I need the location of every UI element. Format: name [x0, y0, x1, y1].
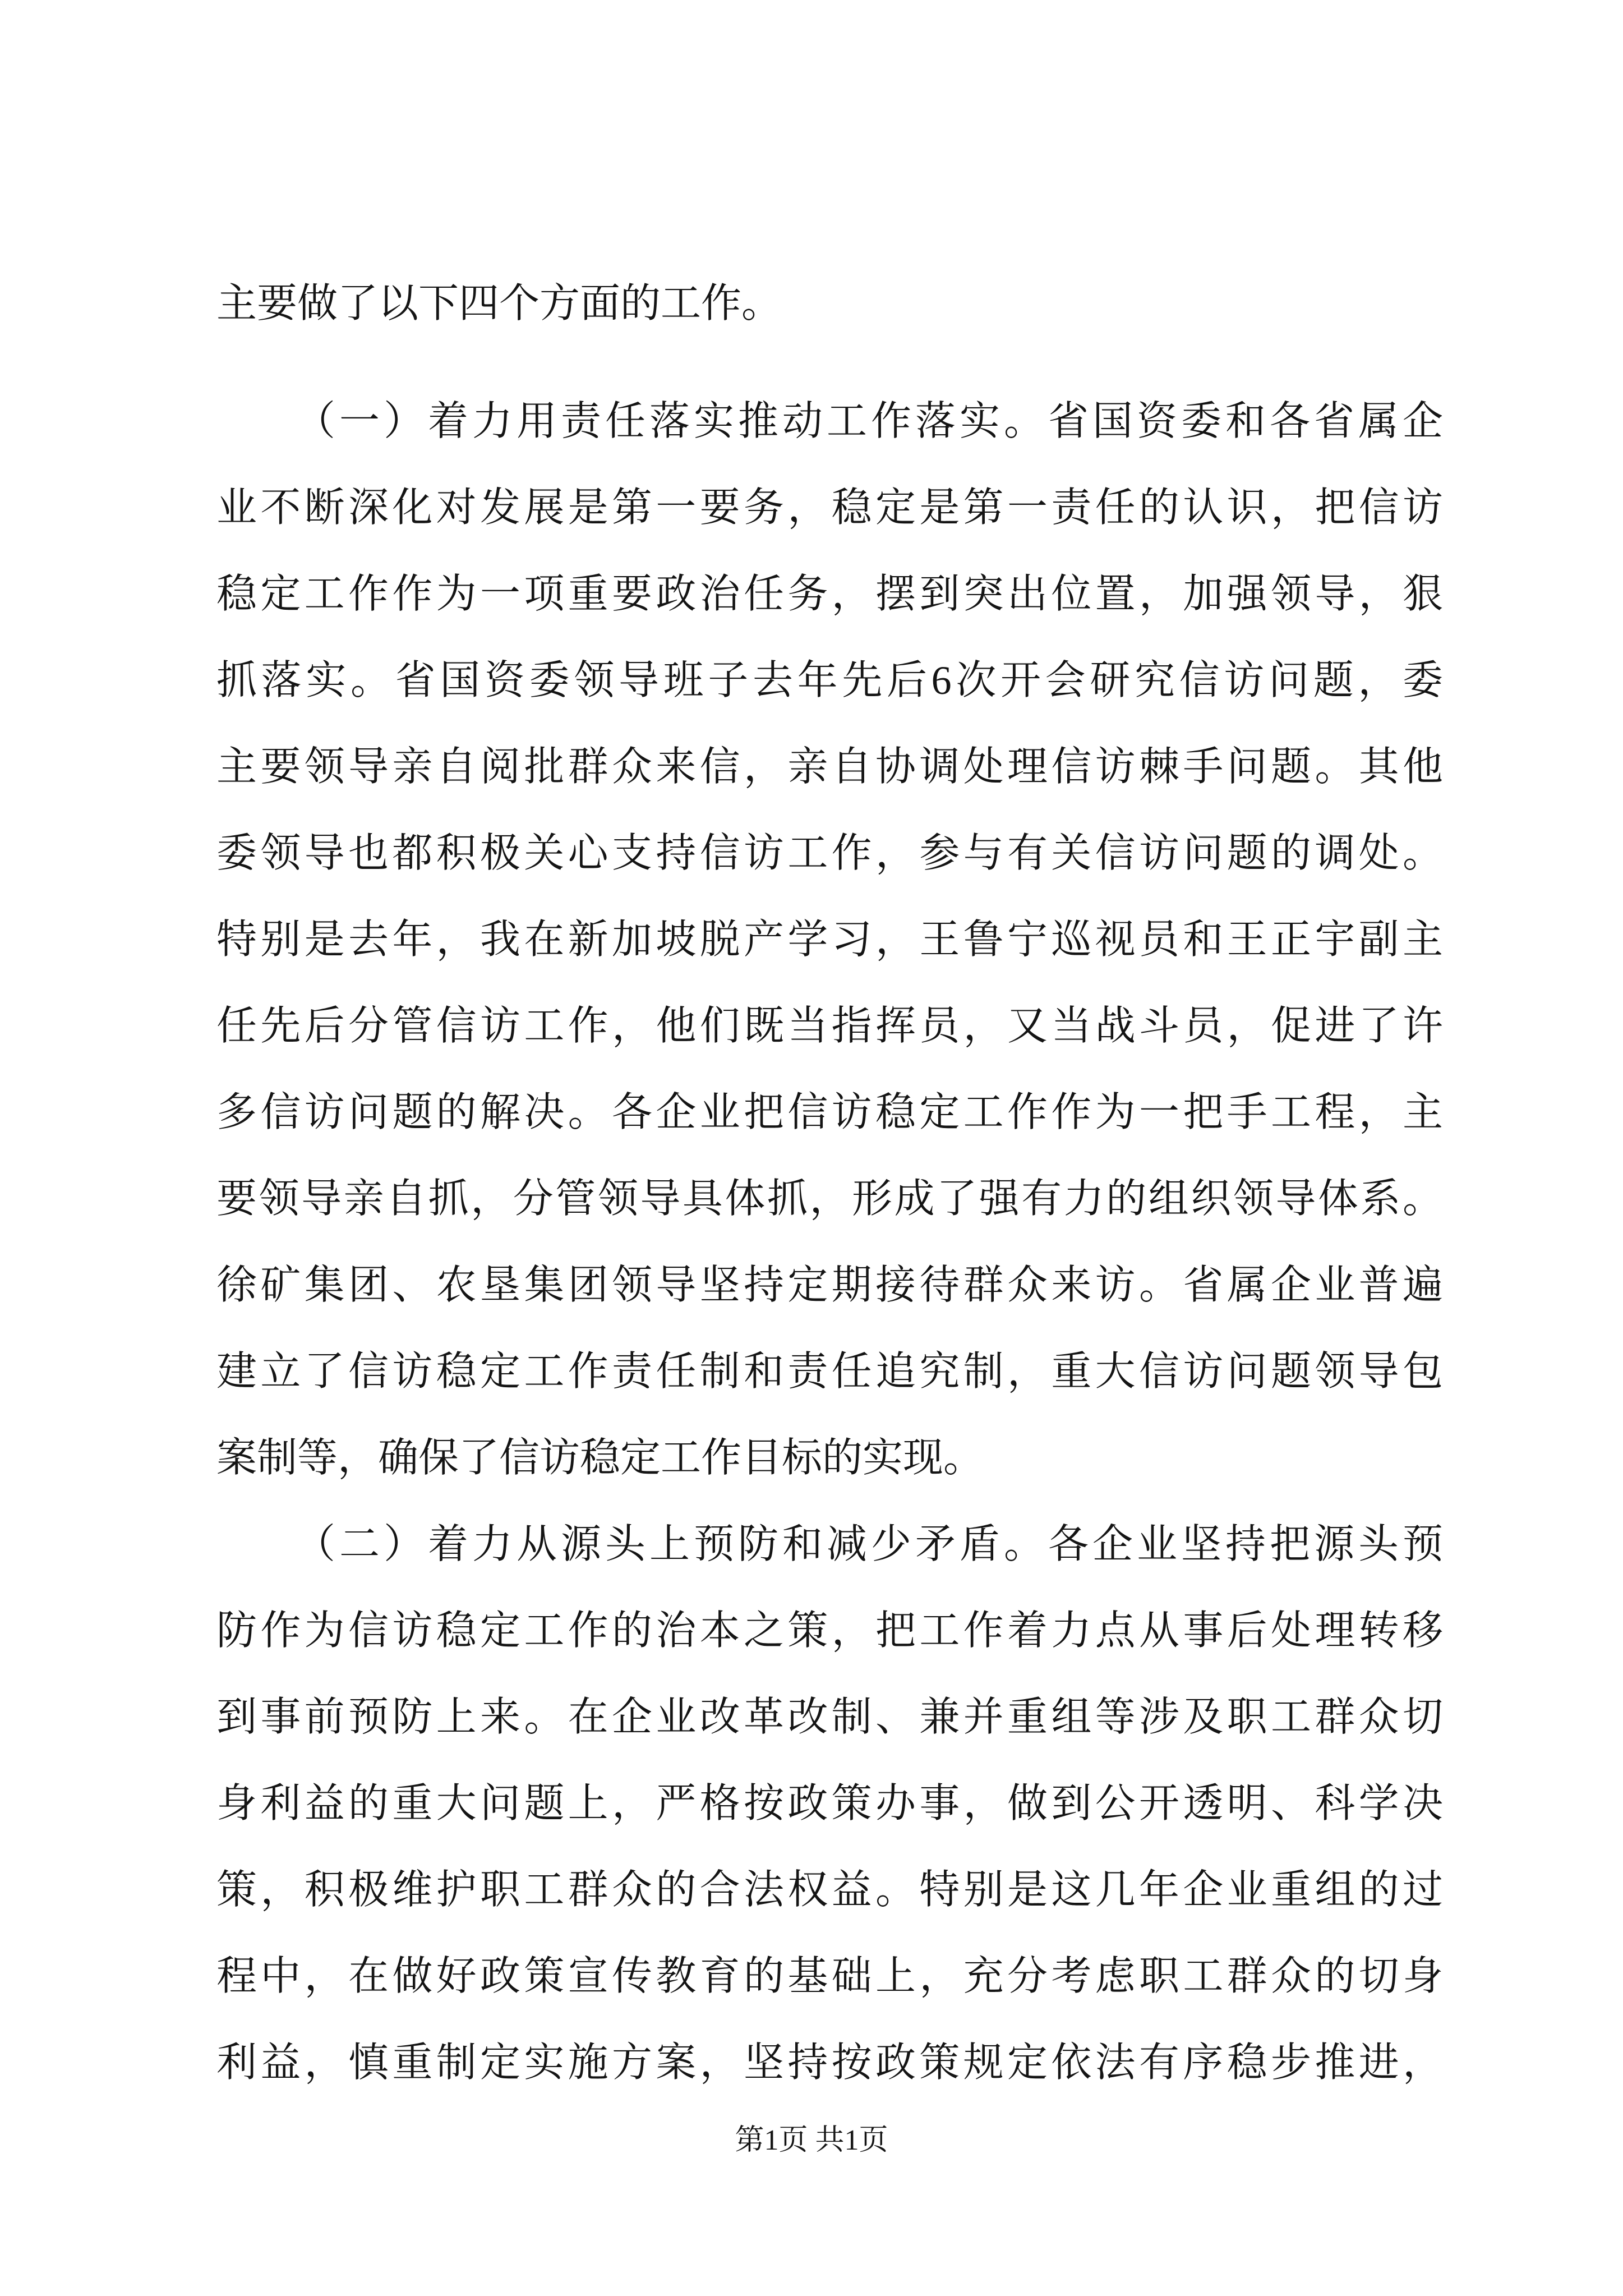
- page-number-footer: 第1页 共1页: [735, 2124, 888, 2156]
- document-body: [216, 260, 1443, 2106]
- text-line: 主要领导亲自阅批群众来信，亲自协调处理信访棘手问题。其他: [216, 744, 1443, 789]
- section-heading-line: （二）着力从源头上预防和减少矛盾。各企业坚持把源头预: [295, 1522, 1443, 1567]
- text-line: 主要做了以下四个方面的工作。: [216, 281, 782, 326]
- text-line: 多信访问题的解决。各企业把信访稳定工作作为一把手工程，主: [216, 1090, 1443, 1135]
- text-line: 业不断深化对发展是第一要务，稳定是第一责任的认识，把信访: [216, 485, 1443, 530]
- text-line: 任先后分管信访工作，他们既当指挥员，又当战斗员，促进了许: [216, 1004, 1443, 1048]
- text-line: 到事前预防上来。在企业改革改制、兼并重组等涉及职工群众切: [216, 1695, 1443, 1740]
- text-line: 建立了信访稳定工作责任制和责任追究制，重大信访问题领导包: [216, 1349, 1443, 1394]
- text-line: 特别是去年，我在新加坡脱产学习，王鲁宁巡视员和王正宇副主: [216, 917, 1443, 962]
- text-line: 策，积极维护职工群众的合法权益。特别是这几年企业重组的过: [216, 1867, 1443, 1912]
- paragraph-section-one: [216, 378, 1443, 1501]
- paragraph-section-two: [216, 1501, 1443, 2106]
- text-line: 要领导亲自抓，分管领导具体抓，形成了强有力的组织领导体系。: [216, 1176, 1443, 1221]
- text-line: 抓落实。省国资委领导班子去年先后6次开会研究信访问题，委: [216, 658, 1443, 703]
- text-line: 稳定工作作为一项重要政治任务，摆到突出位置，加强领导，狠: [216, 572, 1443, 616]
- text-line: 程中，在做好政策宣传教育的基础上，充分考虑职工群众的切身: [216, 1954, 1443, 1999]
- text-line: 防作为信访稳定工作的治本之策，把工作着力点从事后处理转移: [216, 1608, 1443, 1653]
- text-line: 委领导也都积极关心支持信访工作，参与有关信访问题的调处。: [216, 831, 1443, 876]
- text-line: 利益，慎重制定实施方案，坚持按政策规定依法有序稳步推进，: [216, 2040, 1443, 2085]
- text-line: 徐矿集团、农垦集团领导坚持定期接待群众来访。省属企业普遍: [216, 1263, 1443, 1308]
- section-heading-line: （一）着力用责任落实推动工作落实。省国资委和各省属企: [295, 399, 1443, 444]
- text-line: 案制等，确保了信访稳定工作目标的实现。: [216, 1435, 984, 1480]
- text-line: 身利益的重大问题上，严格按政策办事，做到公开透明、科学决: [216, 1781, 1443, 1826]
- paragraph: [216, 260, 1443, 347]
